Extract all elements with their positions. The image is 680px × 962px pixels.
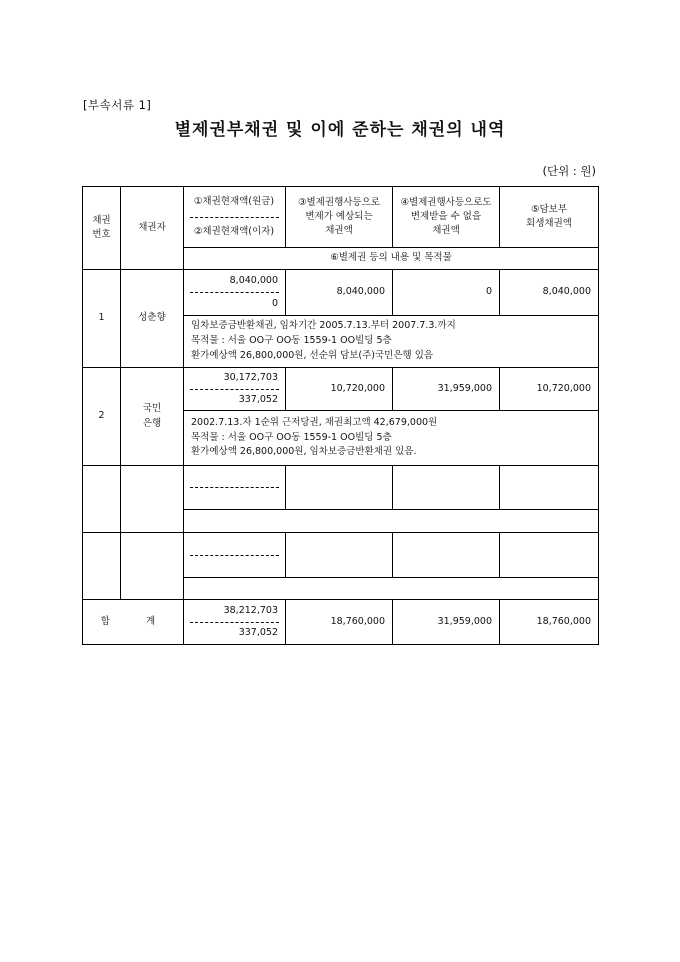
principal-amount: 8,040,000: [190, 270, 279, 293]
claims-table: [82, 186, 599, 645]
expected-repayment-amount: 8,040,000: [286, 270, 393, 316]
header-interest: ②채권현재액(이자): [193, 226, 275, 238]
detail-line: 임차보증금반환채권, 임차기간 2005.7.13.부터 2007.7.3.까지: [191, 320, 456, 332]
security-details-empty: [184, 510, 599, 533]
claim-number: 1: [83, 270, 121, 368]
header-unrecoverable: ④별제권행사등으로도 변제받을 수 없을 채권액: [393, 187, 500, 248]
current-amount-cell-empty: [184, 466, 286, 510]
principal-amount-empty: [190, 533, 279, 556]
interest-amount-empty: [184, 488, 285, 509]
table-row-empty: [83, 533, 599, 578]
total-principal: 38,212,703: [190, 600, 279, 623]
unit-label: (단위 : 원): [542, 164, 596, 178]
total-unrecoverable: 31,959,000: [393, 600, 500, 645]
secured-claim-amount: 10,720,000: [500, 368, 599, 411]
claim-number: 2: [83, 368, 121, 466]
detail-line: 2002.7.13.자 1순위 근저당권, 채권최고액 42,679,000원: [191, 416, 438, 428]
creditor-name-empty: [121, 533, 184, 600]
total-secured-claim: 18,760,000: [500, 600, 599, 645]
unrecoverable-empty: [393, 533, 500, 578]
header-creditor: 채권자: [121, 187, 184, 270]
creditor-name: 성춘향: [121, 270, 184, 368]
unrecoverable-empty: [393, 466, 500, 510]
detail-line: 환가예상액 26,800,000원, 선순위 담보(주)국민은행 있음: [191, 349, 434, 361]
security-details: [184, 411, 599, 466]
total-expected-repayment: 18,760,000: [286, 600, 393, 645]
total-label: 합 계: [83, 600, 184, 645]
current-amount-cell: [184, 270, 286, 316]
header-claim-number: 채권 번호: [83, 187, 121, 270]
total-interest: 337,052: [238, 627, 278, 639]
creditor-name-empty: [121, 466, 184, 533]
total-row: [83, 600, 599, 645]
detail-line: 환가예상액 26,800,000원, 임차보증금반환채권 있음.: [191, 446, 417, 458]
security-details: [184, 316, 599, 368]
secured-claim-empty: [500, 533, 599, 578]
header-expected-repayment: ③별제권행사등으로 변제가 예상되는 채권액: [286, 187, 393, 248]
header-principal: ①채권현재액(원금): [190, 187, 279, 218]
header-row: [83, 187, 599, 248]
current-amount-cell-empty: [184, 533, 286, 578]
detail-line: 목적물 : 서울 OO구 OO동 1559-1 OO빌딩 5층: [191, 431, 392, 443]
current-amount-cell: [184, 368, 286, 411]
expected-repayment-empty: [286, 533, 393, 578]
claim-number-empty: [83, 466, 121, 533]
principal-amount: 30,172,703: [190, 368, 279, 390]
total-current-amount: [184, 600, 286, 645]
secured-claim-amount: 8,040,000: [500, 270, 599, 316]
security-details-empty: [184, 578, 599, 600]
table-row-empty: [83, 466, 599, 510]
document-title: 별제권부채권 및 이에 준하는 채권의 내역: [174, 120, 506, 140]
secured-claim-empty: [500, 466, 599, 510]
unrecoverable-amount: 31,959,000: [393, 368, 500, 411]
expected-repayment-amount: 10,720,000: [286, 368, 393, 411]
interest-amount: 0: [271, 297, 278, 309]
interest-amount: 337,052: [238, 393, 278, 405]
creditor-name: 국민 은행: [121, 368, 184, 466]
header-security-details: ⑥별제권 등의 내용 및 목적물: [184, 248, 599, 270]
header-secured-claim: ⑤담보부 회생채권액: [500, 187, 599, 248]
interest-amount-empty: [184, 556, 285, 578]
header-current-amount: [184, 187, 286, 248]
attachment-label: [부속서류 1]: [83, 98, 152, 112]
detail-line: 목적물 : 서울 OO구 OO동 1559-1 OO빌딩 5층: [191, 335, 392, 347]
unrecoverable-amount: 0: [393, 270, 500, 316]
claim-number-empty: [83, 533, 121, 600]
principal-amount-empty: [190, 466, 279, 488]
table-row: [83, 270, 599, 316]
table-row: [83, 368, 599, 411]
expected-repayment-empty: [286, 466, 393, 510]
